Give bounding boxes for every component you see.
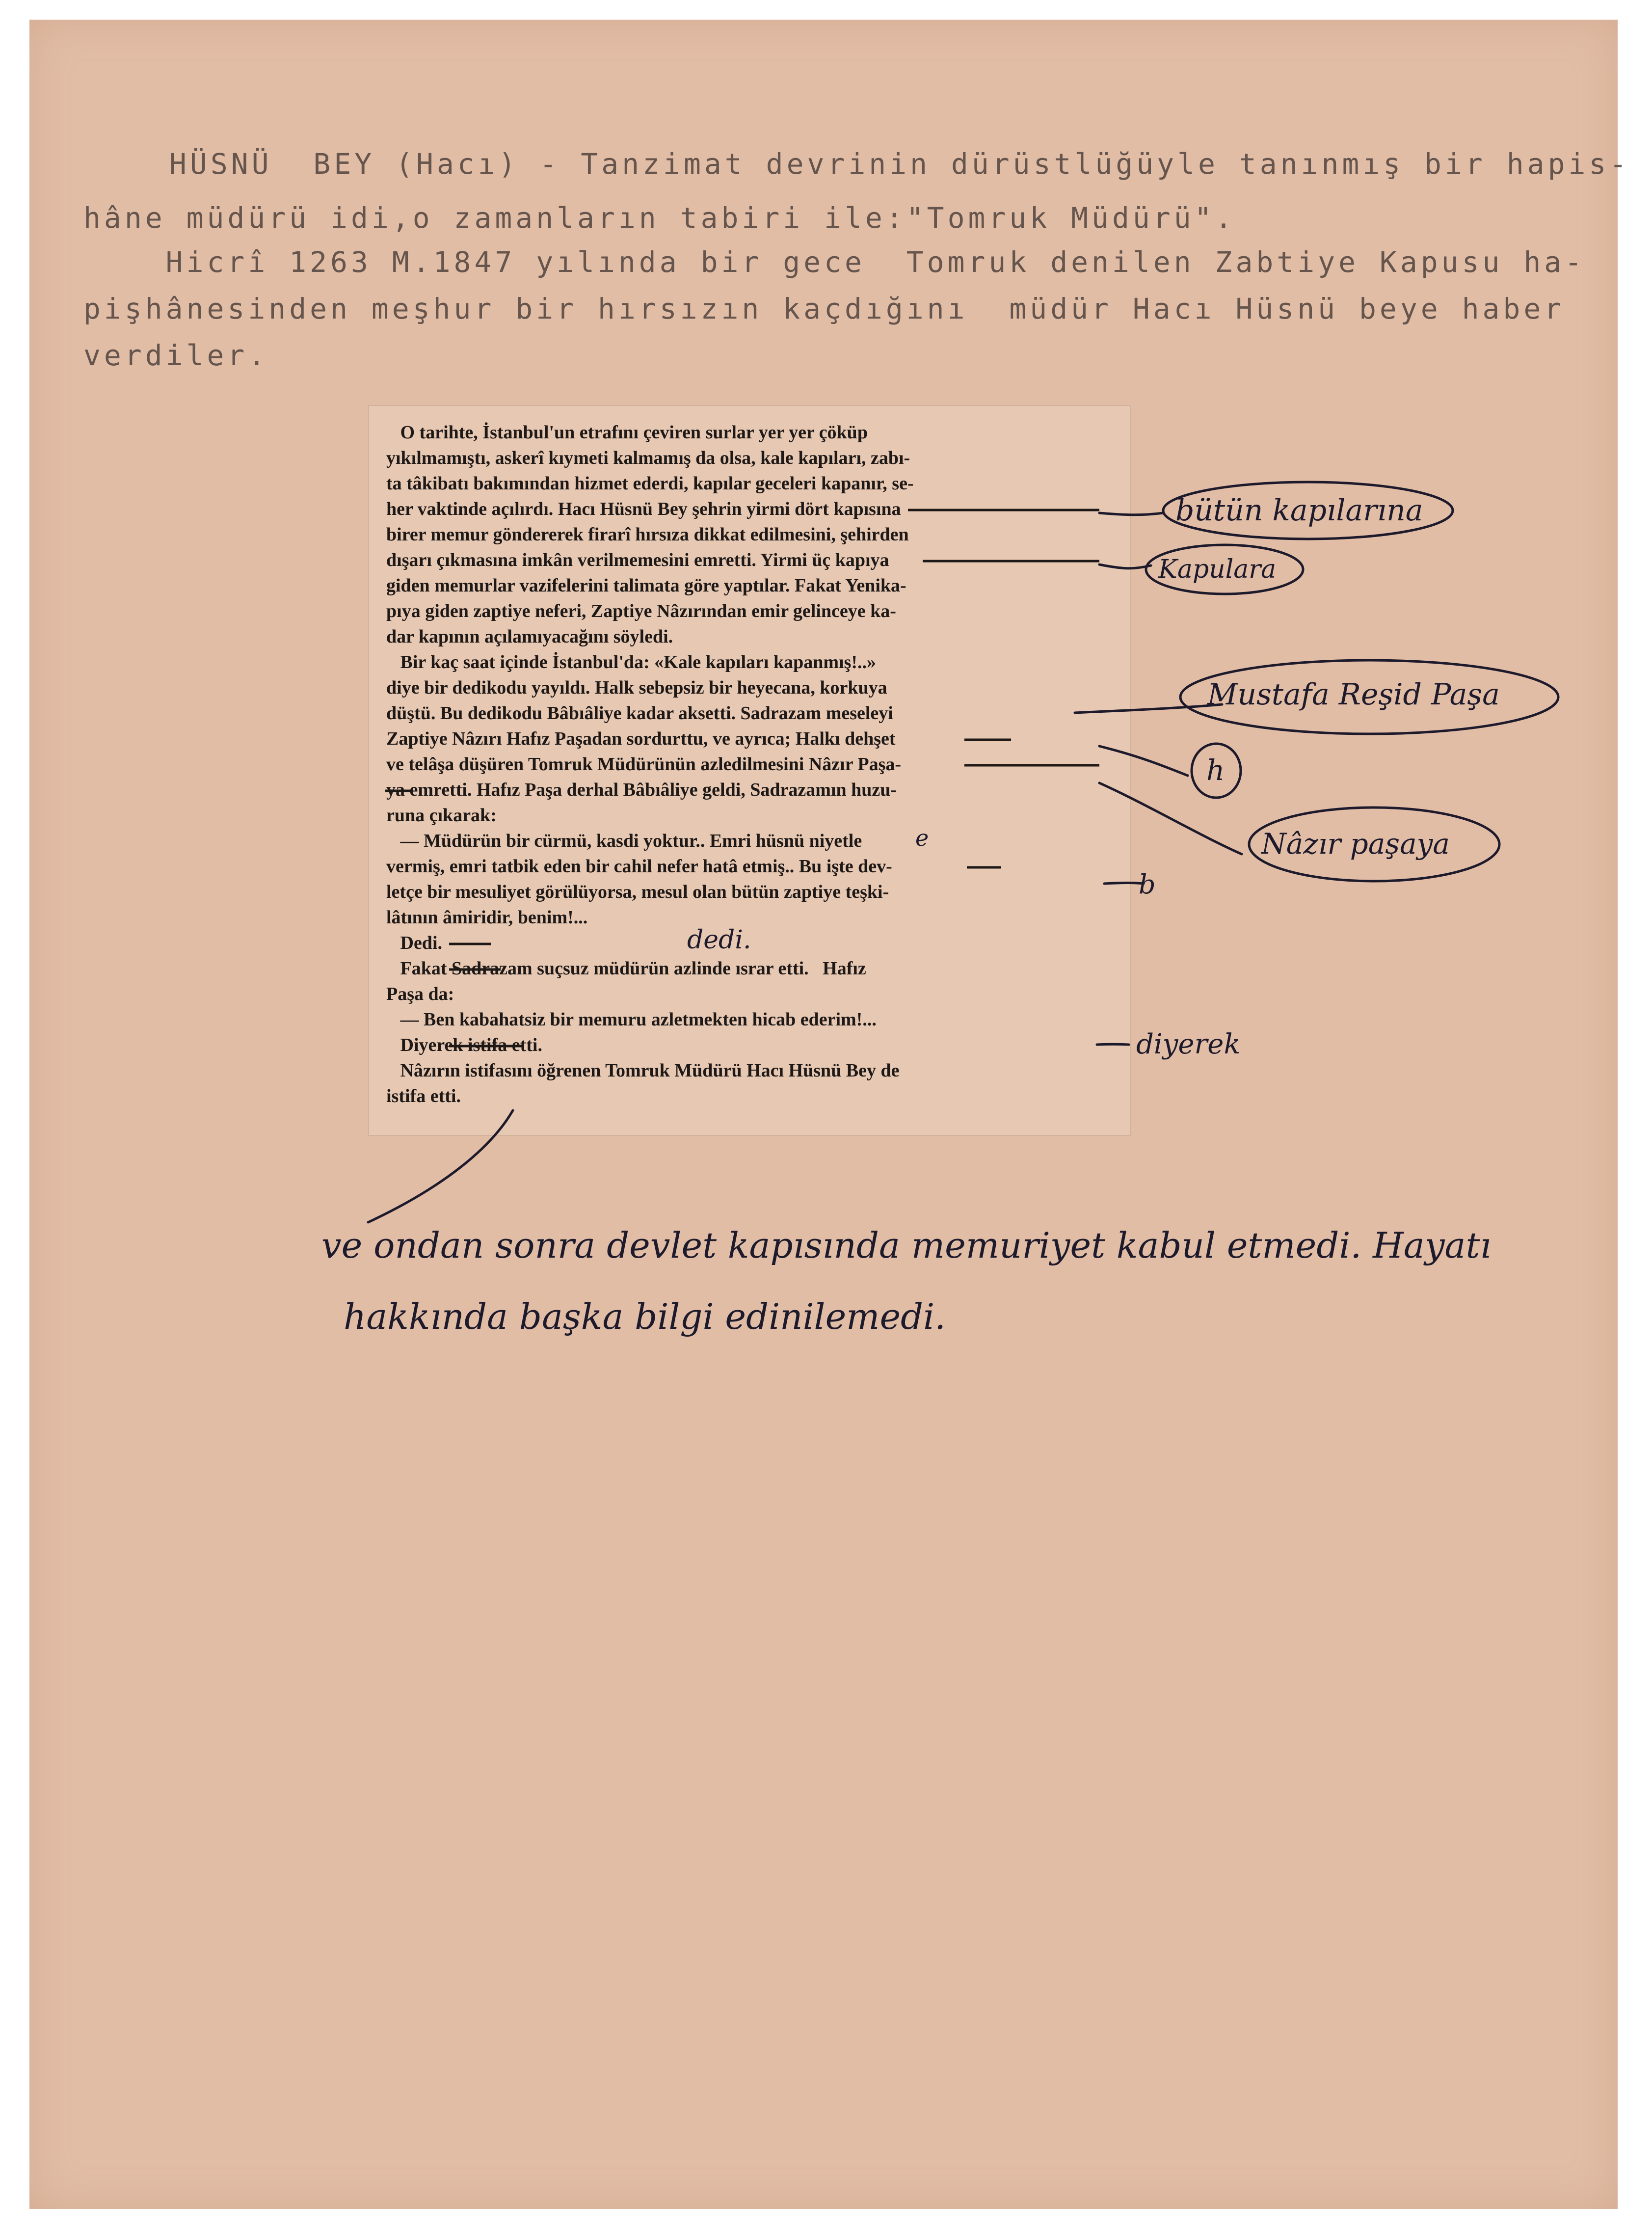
clipping-line: her vaktinde açılırdı. Hacı Hüsnü Bey şehrin yirmi dört kapısına — [386, 499, 901, 519]
note-butun-kapilarina: bütün kapılarına — [1175, 493, 1423, 528]
clipping-line: birer memur göndererek firarî hırsıza dikkat edilmesini, şehirden — [386, 524, 909, 545]
clipping-line: Paşa da: — [386, 984, 454, 1004]
note-e: e — [915, 825, 929, 851]
typed-line-1: HÜSNÜ BEY (Hacı) - Tanzimat devrinin dürüstlüğüyle tanınmış bir hapis- — [169, 147, 1630, 181]
clipping-line: dışarı çıkmasına imkân verilmemesini emretti. Yirmi üç kapıya — [386, 550, 889, 570]
clipping-line: Bir kaç saat içinde İstanbul'da: «Kale kapıları kapanmış!..» — [386, 652, 877, 673]
clipping-line: diye bir dedikodu yayıldı. Halk sebepsiz bir heyecana, korkuya — [386, 677, 887, 698]
typed-line-3: Hicrî 1263 M.1847 yılında bir gece Tomruk denilen Zabtiye Kapusu ha- — [83, 245, 1586, 279]
clipping-line: düştü. Bu dedikodu Bâbıâliye kadar aksetti. Sadrazam meseleyi — [386, 703, 893, 724]
note-footer-line-1: ve ondan sonra devlet kapısında memuriyet kabul etmedi. Hayatı — [321, 1225, 1492, 1266]
note-h: h — [1206, 754, 1225, 787]
note-mustafa-resid-pasa: Mustafa Reşid Paşa — [1207, 677, 1500, 712]
clipping-line: Zaptiye Nâzırı Hafız Paşadan sordurttu, ve ayrıca; Halkı dehşet — [386, 728, 896, 749]
typed-line-4: pişhânesinden meşhur bir hırsızın kaçdığını müdür Hacı Hüsnü beye haber — [83, 292, 1565, 325]
typed-line-5: verdiler. — [83, 339, 269, 372]
clipping-line: ya emretti. Hafız Paşa derhal Bâbıâliye geldi, Sadrazamın huzu- — [386, 780, 897, 800]
clipping-line: Fakat Sadrazam suçsuz müdürün azlinde ısrar etti. Hafız — [386, 958, 866, 979]
typed-line-2: hâne müdürü idi,o zamanların tabiri ile:"Tomruk Müdürü". — [83, 201, 1236, 235]
clipping-line: vermiş, emri tatbik eden bir cahil nefer hatâ etmiş.. Bu işte dev- — [386, 856, 892, 877]
note-b: b — [1139, 869, 1156, 900]
clipping-line: pıya giden zaptiye neferi, Zaptiye Nâzırından emir gelinceye ka- — [386, 601, 896, 621]
clipping-line: — Ben kabahatsiz bir memuru azletmekten hicab ederim!... — [386, 1009, 877, 1030]
note-dedi: dedi. — [687, 925, 751, 955]
clipping-line: Nâzırın istifasını öğrenen Tomruk Müdürü Hacı Hüsnü Bey de — [386, 1060, 900, 1081]
clipping-line: yıkılmamıştı, askerî kıymeti kalmamış da olsa, kale kapıları, zabı- — [386, 448, 910, 468]
clipping-line: lâtının âmiridir, benim!... — [386, 907, 588, 928]
clipping-line: runa çıkarak: — [386, 805, 497, 826]
clipping-line: giden memurlar vazifelerini talimata göre yaptılar. Fakat Yenika- — [386, 575, 906, 596]
note-diyerek: diyerek — [1136, 1028, 1241, 1060]
clipping-line: ve telâşa düşüren Tomruk Müdürünün azledilmesini Nâzır Paşa- — [386, 754, 902, 775]
clipping-line: O tarihte, İstanbul'un etrafını çeviren surlar yer yer çöküp — [386, 422, 868, 443]
clipping-line: Dedi. — [386, 933, 442, 953]
note-footer-line-2: hakkında başka bilgi edinilemedi. — [344, 1296, 946, 1337]
clipping-line: — Müdürün bir cürmü, kasdi yoktur.. Emri hüsnü niyetle — [386, 831, 862, 851]
clipping-line: istifa etti. — [386, 1086, 461, 1106]
clipping-line: letçe bir mesuliyet görülüyorsa, mesul olan bütün zaptiye teşki- — [386, 882, 889, 902]
newspaper-clipping — [368, 405, 1131, 1136]
clipping-line: dar kapının açılamıyacağını söyledi. — [386, 626, 673, 647]
note-kapulara: Kapulara — [1158, 555, 1277, 584]
note-naziri-pasaya: Nâzır paşaya — [1261, 827, 1450, 861]
clipping-line: Diyerek istifa etti. — [386, 1035, 542, 1055]
clipping-line: ta tâkibatı bakımından hizmet ederdi, kapılar geceleri kapanır, se- — [386, 473, 914, 494]
